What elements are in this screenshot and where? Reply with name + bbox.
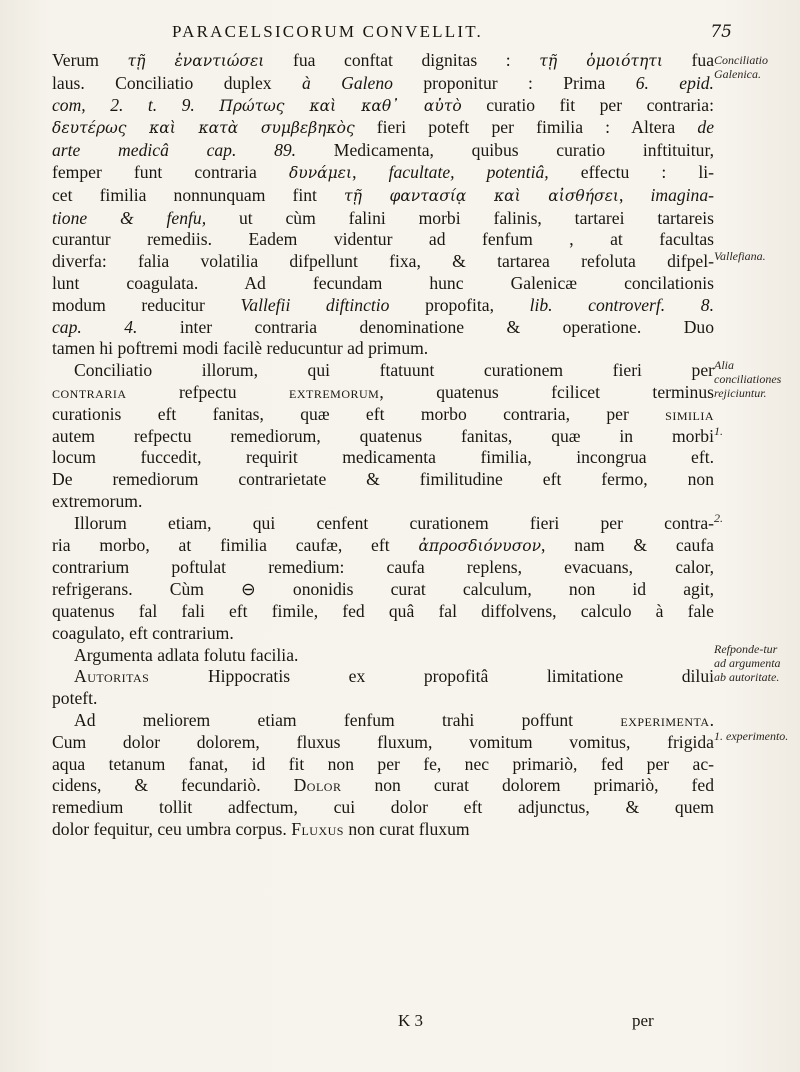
text-line xyxy=(52,208,714,230)
italic-run: facultate, potentiâ, xyxy=(388,161,549,182)
text-run: non curat dolorem primariò, fed xyxy=(341,775,714,796)
text-line xyxy=(52,557,714,579)
text-run: tamen hi poftremi modi facilè reducuntur ad primum. xyxy=(52,338,429,359)
margin-note: Conciliatio Galenica. xyxy=(714,53,768,81)
text-run: quatenus fal fali eft fimile, fed quâ fal diffolvens, calculo à fale xyxy=(52,600,714,621)
text-line xyxy=(52,775,714,797)
small-caps-run: Fluxus xyxy=(291,818,344,839)
running-header xyxy=(172,22,732,50)
text-run xyxy=(195,95,219,115)
greek-run: τῇ φαντασίᾳ καὶ αἰσθήσει xyxy=(344,186,619,205)
italic-run: lib. controverf. 8. xyxy=(529,294,714,315)
small-caps-run: Dolor xyxy=(293,775,342,796)
text-line xyxy=(52,447,714,469)
italic-run: de xyxy=(697,117,714,138)
italic-run: tione & fenfu, xyxy=(52,207,207,228)
italic-run: 6. epid. xyxy=(635,72,714,93)
text-line xyxy=(52,535,714,558)
text-line xyxy=(52,732,714,754)
italic-run: com, 2. t. 9. xyxy=(52,94,195,115)
text-run: non curat fluxum xyxy=(343,818,470,839)
running-title: PARACELSICORUM CONVELLIT. xyxy=(172,22,483,41)
text-run: De remediorum contrarietate & fimilitudine eft fermo, non xyxy=(52,469,714,490)
text-run: femper funt contraria xyxy=(52,161,289,182)
text-run: , xyxy=(619,184,651,205)
margin-note: 1. experimento. xyxy=(714,728,789,743)
page-number: 75 xyxy=(710,22,732,42)
text-line xyxy=(52,140,714,162)
text-run: locum fuccedit, requirit medicamenta fimilia, incongrua eft. xyxy=(52,447,714,468)
text-line xyxy=(52,295,714,317)
text-line xyxy=(52,491,714,513)
text-run: cet fimilia nonnunquam fint xyxy=(52,184,344,205)
text-run: curatio fit per contraria: xyxy=(461,94,714,115)
text-run: Ad meliorem etiam fenfum trahi poffunt xyxy=(74,709,621,730)
italic-run: à Galeno xyxy=(301,72,393,93)
text-run: cidens, & fecundariò. xyxy=(52,775,294,796)
greek-run: ἀπροσδιόνυσον xyxy=(418,536,542,555)
italic-run: cap. 4. xyxy=(52,316,138,337)
text-line xyxy=(52,666,714,688)
text-line xyxy=(52,117,714,140)
text-line xyxy=(52,645,714,667)
small-caps-run: similia xyxy=(665,403,714,424)
text-line xyxy=(52,360,714,382)
margin-note: Vallefiana. xyxy=(714,249,766,264)
text-line xyxy=(52,601,714,623)
italic-run: arte medicâ cap. 89. xyxy=(52,140,297,161)
text-line xyxy=(52,273,714,295)
text-run: fua xyxy=(662,50,714,70)
small-caps-run: contraria xyxy=(52,381,127,402)
text-run: Hippocratis ex propofitâ limitatione dilui xyxy=(149,666,714,687)
text-run: aqua tetanum fanat, id fit non per fe, nec primariò, fed per ac- xyxy=(52,753,714,774)
text-line xyxy=(52,50,714,73)
text-run: inter contraria denominatione & operatione. Duo xyxy=(137,316,714,337)
text-run: propofita, xyxy=(389,294,530,315)
text-run: fua conftat dignitas : xyxy=(264,50,540,70)
text-line xyxy=(52,754,714,776)
text-line xyxy=(52,317,714,339)
text-line xyxy=(52,185,714,208)
text-line xyxy=(52,623,714,645)
text-run: Conciliatio illorum, qui ftatuunt curationem fieri per xyxy=(74,360,714,381)
text-line xyxy=(52,251,714,273)
text-line xyxy=(52,73,714,95)
text-line xyxy=(52,162,714,185)
text-line xyxy=(52,579,714,601)
margin-note: 1. xyxy=(714,423,723,438)
text-line xyxy=(52,797,714,819)
text-run: , nam & caufa xyxy=(541,534,714,555)
text-run: Cum dolor dolorem, fluxus fluxum, vomitum vomitus, frigida xyxy=(52,731,714,752)
small-caps-run: extremorum xyxy=(289,381,380,402)
greek-run: δυνάμει xyxy=(288,163,353,182)
italic-run: imagina- xyxy=(650,184,714,205)
margin-note: 2. xyxy=(714,510,723,525)
text-line xyxy=(52,95,714,118)
text-run: autem refpectu remediorum, quatenus fanitas, quæ in morbi xyxy=(52,425,714,446)
text-run: Argumenta adlata folutu facilia. xyxy=(74,644,299,665)
text-run: diverfa: falia volatilia difpellunt fixa, & tartarea refoluta difpel- xyxy=(52,251,714,272)
text-run: Verum xyxy=(52,50,128,70)
text-run: dolor fequitur, ceu umbra corpus. xyxy=(52,818,292,839)
text-line xyxy=(52,382,714,404)
greek-run: Πρώτως καὶ καθ᾽ αὐτὸ xyxy=(219,96,462,115)
main-text xyxy=(52,50,714,841)
text-run: lunt coagulata. Ad fecundam hunc Galenicæ concilationis xyxy=(52,272,714,293)
greek-run: τῇ ἐναντιώσει xyxy=(127,52,265,70)
text-line xyxy=(52,819,714,841)
text-line xyxy=(52,229,714,251)
text-run: coagulato, eft contrarium. xyxy=(52,622,234,643)
text-run: . xyxy=(709,709,714,730)
small-caps-run: experimenta xyxy=(620,709,710,730)
catchword: per xyxy=(632,1011,654,1030)
text-run: , xyxy=(352,161,389,182)
text-run: modum reducitur xyxy=(52,294,241,315)
text-line xyxy=(52,710,714,732)
text-line xyxy=(52,469,714,491)
text-run: extremorum. xyxy=(52,490,143,511)
text-line xyxy=(52,404,714,426)
page-footer xyxy=(0,1011,800,1033)
text-run: effectu : li- xyxy=(548,161,714,182)
text-run: poteft. xyxy=(52,688,98,709)
text-line xyxy=(52,513,714,535)
text-run: , quatenus fcilicet terminus xyxy=(379,381,714,402)
greek-run: τῇ ὁμοιότητι xyxy=(539,52,663,70)
italic-run: Vallefii diftinctio xyxy=(240,294,390,315)
text-run: curationis eft fanitas, quæ eft morbo contraria, per xyxy=(52,403,666,424)
text-run: ria morbo, at fimilia caufæ, eft xyxy=(52,534,419,555)
text-run: refrigerans. Cùm ⊖ ononidis curat calculum, non id agit, xyxy=(52,579,714,600)
text-run: fieri poteft per fimilia : Altera xyxy=(354,117,698,138)
text-run: refpectu xyxy=(126,381,290,402)
margin-note: Alia conciliationes rejiciuntur. xyxy=(714,358,782,401)
margin-note: Refponde-tur ad argumenta ab autoritate. xyxy=(714,641,781,684)
text-run: remedium tollit adfectum, cui dolor eft adjunctus, & quem xyxy=(52,797,714,818)
text-run: curantur remediis. Eadem videntur ad fenfum , at facultas xyxy=(52,229,714,250)
greek-run: δευτέρως καὶ κατὰ συμβεβηκὸς xyxy=(52,119,355,138)
signature-mark: K 3 xyxy=(398,1011,424,1030)
text-run: Illorum etiam, qui cenfent curationem fieri per contra- xyxy=(74,512,714,533)
text-line xyxy=(52,338,714,360)
small-caps-run: Autoritas xyxy=(74,666,150,687)
text-line xyxy=(52,426,714,448)
text-line xyxy=(52,688,714,710)
text-run: contrarium poftulat remedium: caufa replens, evacuans, calor, xyxy=(52,557,714,578)
text-run: Medicamenta, quibus curatio inftituitur, xyxy=(296,140,714,161)
text-run: proponitur : Prima xyxy=(392,72,636,93)
text-run: laus. Conciliatio duplex xyxy=(52,72,302,93)
text-run: ut cùm falini morbi falinis, tartarei tartareis xyxy=(206,207,714,228)
